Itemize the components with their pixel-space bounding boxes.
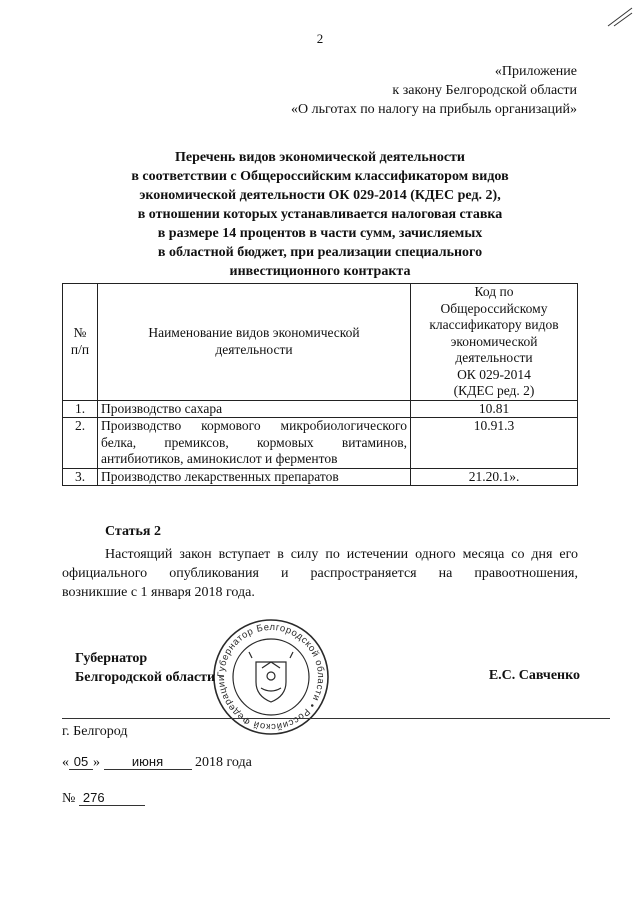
signatory-title-line: Белгородской области (75, 670, 216, 685)
seal-text: Губернатор Белгородской области • Российской Федерации (215, 621, 327, 733)
date-month: июня (104, 755, 192, 770)
header-code (411, 284, 578, 401)
scan-corner-mark-icon (606, 6, 634, 28)
title-line: в соответствии с Общероссийским классификатором видов (131, 169, 509, 184)
row-num: 3. (63, 468, 98, 486)
title-line: в размере 14 процентов в части сумм, зачисляемых (157, 226, 483, 241)
row-name-line: белка, премиксов, кормовых витаминов, (101, 434, 407, 450)
appendix-line: к закону Белгородской области (392, 83, 577, 98)
article-line: официального опубликования и распространяется на правоотношения, (62, 566, 578, 581)
date-year: 2018 года (195, 755, 252, 770)
appendix-line: «О льготах по налогу на прибыль организаций» (291, 102, 577, 117)
header-code-text: классификатору видов (429, 317, 559, 332)
document-title (80, 148, 560, 281)
table-row (63, 400, 578, 418)
title-line: Перечень видов экономической деятельности (175, 150, 465, 165)
title-line: инвестиционного контракта (229, 264, 411, 279)
article-heading: Статья 2 (105, 524, 161, 539)
title-line: в отношении которых устанавливается налоговая ставка (137, 207, 503, 222)
row-code: 10.81 (411, 400, 578, 418)
signatory-title (75, 649, 215, 687)
row-name: Производство сахара (98, 400, 411, 418)
header-name (98, 284, 411, 401)
appendix-line: «Приложение (494, 64, 577, 79)
header-code-text: Код по (474, 284, 514, 299)
header-num-text: п/п (70, 341, 90, 357)
date-day: 05 (69, 755, 93, 770)
header-code-text: деятельности (455, 350, 533, 365)
title-line: в областной бюджет, при реализации специального (157, 245, 483, 260)
number-value: 276 (79, 791, 145, 806)
signing-city: г. Белгород (62, 724, 128, 739)
separator-line (62, 718, 610, 719)
appendix-header (291, 62, 577, 119)
row-name (98, 418, 411, 469)
header-code-text: ОК 029-2014 (457, 366, 531, 382)
activities-table (62, 283, 578, 486)
signatory-name: Е.С. Савченко (488, 668, 580, 683)
article-line: возникшие с 1 января 2018 года. (62, 585, 255, 600)
document-number (62, 791, 145, 807)
table-row (63, 418, 578, 469)
row-name: Производство лекарственных препаратов (98, 468, 411, 486)
header-num (63, 284, 98, 401)
coat-of-arms-icon (249, 652, 293, 702)
row-name-line: антибиотиков, аминокислот и ферментов (101, 451, 338, 466)
signing-date (62, 755, 252, 771)
table-row (63, 468, 578, 486)
header-code-text: экономической (450, 333, 538, 349)
page-number: 2 (316, 31, 324, 46)
table-header-row (63, 284, 578, 401)
row-name-line: Производство кормового микробиологического (101, 418, 407, 433)
header-code-text: (КДЕС ред. 2) (453, 383, 535, 398)
date-quote-open: « (62, 755, 69, 770)
row-num: 1. (63, 400, 98, 418)
row-code: 10.91.3 (411, 418, 578, 469)
header-code-text: Общероссийскому (440, 300, 548, 316)
date-quote-close: » (93, 755, 100, 770)
row-code: 21.20.1». (411, 468, 578, 486)
row-num: 2. (63, 418, 98, 469)
header-name-text: деятельности (215, 341, 293, 357)
article-body (62, 545, 578, 602)
number-label: № (62, 791, 76, 806)
header-num-text: № (73, 325, 87, 341)
article-line: Настоящий закон вступает в силу по истечении одного месяца со дня его (105, 547, 578, 562)
header-name-text: Наименование видов экономической (148, 325, 360, 341)
signatory-title-line: Губернатор (75, 651, 148, 666)
title-line: экономической деятельности ОК 029-2014 (КДЕС ред. 2), (139, 188, 501, 203)
